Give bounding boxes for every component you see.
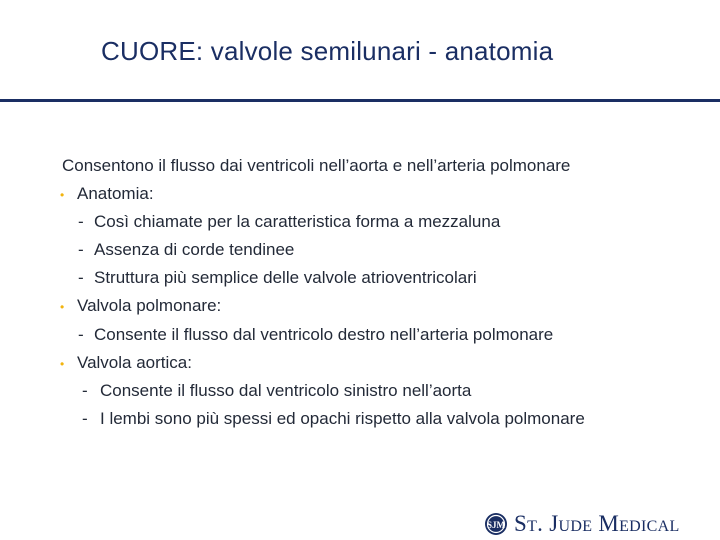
- dash-icon: -: [78, 268, 84, 287]
- list-item: I lembi sono più spessi ed opachi rispetto alla valvola polmonare: [100, 409, 585, 428]
- dash-icon: -: [82, 381, 88, 400]
- slide-title: CUORE: valvole semilunari - anatomia: [101, 36, 554, 66]
- dash-icon: -: [78, 212, 84, 231]
- list-item: Consente il flusso dal ventricolo destro nell’arteria polmonare: [94, 325, 554, 344]
- section-heading-valvola-aortica: Valvola aortica:: [77, 353, 192, 372]
- dash-icon: -: [78, 325, 84, 344]
- list-item: Così chiamate per la caratteristica forma a mezzaluna: [94, 212, 501, 231]
- bullet-icon: •: [60, 300, 65, 314]
- list-item: Struttura più semplice delle valvole atrioventricolari: [94, 268, 477, 287]
- svg-text:SJM: SJM: [487, 520, 505, 530]
- dash-icon: -: [78, 240, 84, 259]
- section-heading-anatomia: Anatomia:: [77, 184, 154, 203]
- sjm-monogram-icon: [484, 512, 508, 536]
- section-heading-valvola-polmonare: Valvola polmonare:: [77, 296, 222, 315]
- dash-icon: -: [82, 409, 88, 428]
- bullet-icon: •: [60, 188, 65, 202]
- company-logo: [484, 510, 680, 538]
- list-item: Consente il flusso dal ventricolo sinistro nell’aorta: [100, 381, 472, 400]
- list-item: Assenza di corde tendinee: [94, 240, 295, 259]
- intro-text: Consentono il flusso dai ventricoli nell’aorta e nell’arteria polmonare: [62, 156, 571, 175]
- bullet-icon: •: [60, 357, 65, 371]
- logo-text: St. Jude Medical: [514, 511, 680, 536]
